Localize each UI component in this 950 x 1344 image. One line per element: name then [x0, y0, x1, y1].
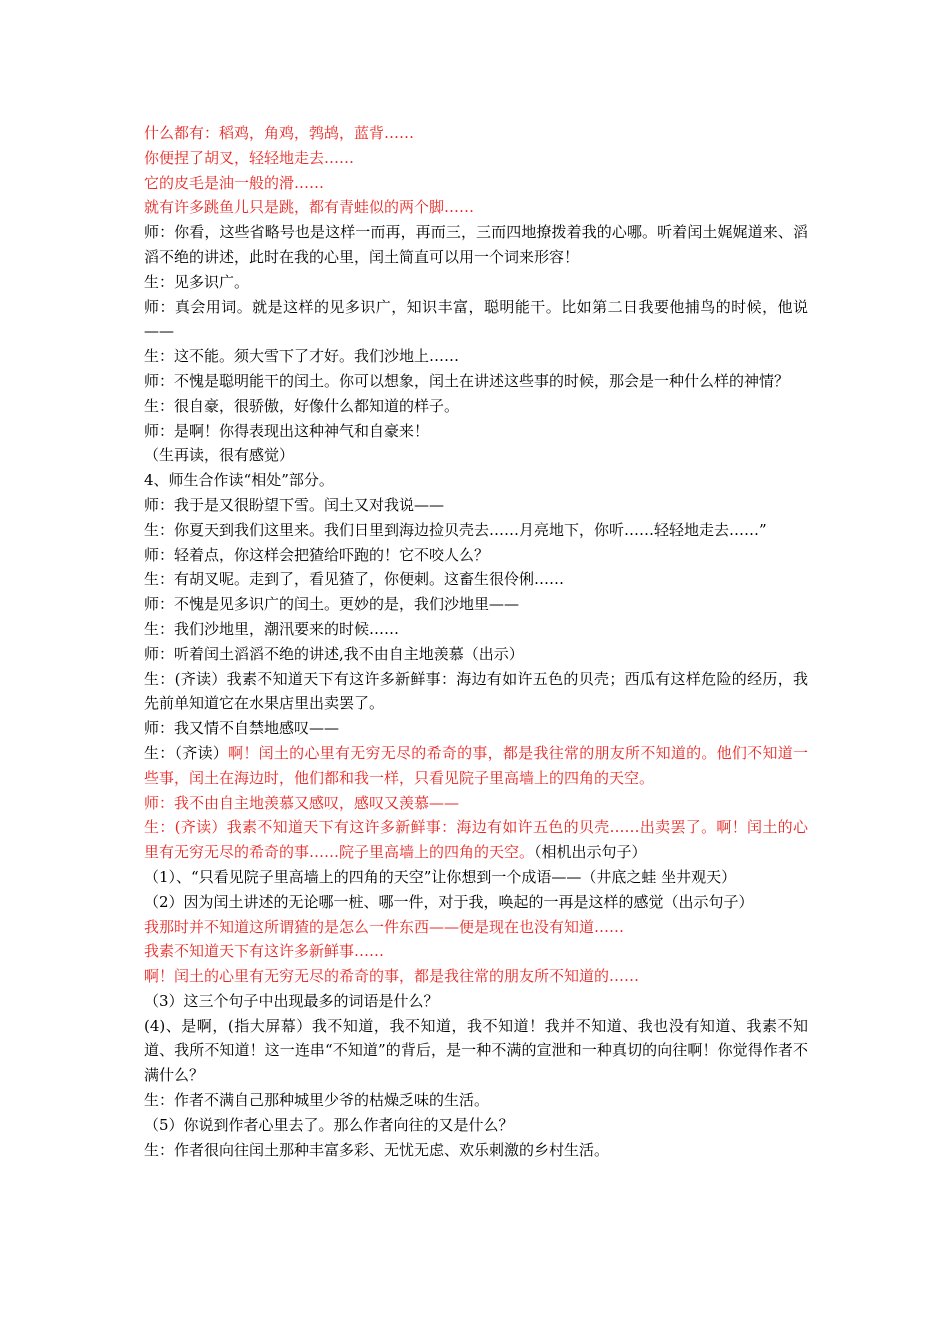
highlighted-text-run: 就有许多跳鱼儿只是跳，都有青蛙似的两个脚……	[144, 198, 475, 217]
text-run: 师：我于是又很盼望下雪。闰土又对我说——	[144, 495, 445, 514]
text-run: 师：听着闰土滔滔不绝的讲述,我不由自主地羡慕（出示）	[144, 644, 524, 663]
paragraph	[144, 741, 808, 791]
document-body	[144, 121, 808, 1162]
paragraph	[144, 543, 808, 568]
highlighted-text-run: 你便捏了胡叉，轻轻地走去……	[144, 148, 355, 167]
paragraph	[144, 1014, 808, 1088]
text-run: 生：很自豪，很骄傲，好像什么都知道的样子。	[144, 396, 460, 415]
paragraph	[144, 642, 808, 667]
text-run: 师：是啊！你得表现出这种神气和自豪来！	[144, 421, 430, 440]
paragraph	[144, 493, 808, 518]
paragraph	[144, 815, 808, 865]
paragraph	[144, 1088, 808, 1113]
paragraph	[144, 1113, 808, 1138]
text-run: 师：我又情不自禁地感叹——	[144, 719, 340, 738]
paragraph	[144, 369, 808, 394]
highlighted-text-run: 师：我不由自主地羡慕又感叹，感叹又羡慕——	[144, 793, 460, 812]
highlighted-text-run: 什么都有：稻鸡，角鸡，鹁鸪，蓝背……	[144, 124, 415, 142]
paragraph	[144, 939, 808, 964]
text-run: （5）你说到作者心里去了。那么作者向往的又是什么？	[144, 1115, 514, 1134]
paragraph	[144, 195, 808, 220]
paragraph	[144, 146, 808, 171]
paragraph	[144, 171, 808, 196]
text-run: 生：(齐读）我素不知道天下有这许多新鲜事：海边有如许五色的贝壳；西瓜有这样危险的经历，我先前单知道它在水果店里出卖罢了。	[144, 669, 808, 713]
text-run: （生再读，很有感觉）	[144, 446, 295, 465]
text-run: （相机出示句子）	[534, 843, 647, 862]
text-run: 师：真会用词。就是这样的见多识广，知识丰富，聪明能干。比如第二日我要他捕鸟的时候，他说——	[144, 297, 808, 341]
paragraph	[144, 443, 808, 468]
text-run: （2）因为闰土讲述的无论哪一桩、哪一件，对于我，唤起的一再是这样的感觉（出示句子）	[144, 892, 754, 911]
paragraph	[144, 295, 808, 345]
paragraph	[144, 989, 808, 1014]
paragraph	[144, 667, 808, 717]
paragraph	[144, 716, 808, 741]
paragraph	[144, 592, 808, 617]
text-run: 生：这不能。须大雪下了才好。我们沙地上……	[144, 347, 460, 366]
paragraph	[144, 270, 808, 295]
highlighted-text-run: 我素不知道天下有这许多新鲜事……	[144, 942, 385, 961]
paragraph	[144, 344, 808, 369]
text-run: 生：我们沙地里，潮汛要来的时候……	[144, 619, 400, 638]
paragraph	[144, 220, 808, 270]
paragraph	[144, 865, 808, 890]
paragraph	[144, 964, 808, 989]
highlighted-text-run: 生：(齐读）我素不知道天下有这许多新鲜事：海边有如许五色的贝壳……出卖罢了。啊！闰土的心里有无穷无尽的希奇的事……院子里高墙上的四角的天空。	[144, 818, 808, 862]
text-run: 师：不愧是见多识广的闰土。更妙的是，我们沙地里——	[144, 595, 520, 614]
text-run: 师：轻着点，你这样会把猹给吓跑的！它不咬人么？	[144, 545, 490, 564]
highlighted-text-run: 啊！闰土的心里有无穷无尽的希奇的事，都是我往常的朋友所不知道的。他们不知道一些事，闰土在海边时，他们都和我一样，只看见院子里高墙上的四角的天空。	[144, 743, 808, 787]
paragraph	[144, 518, 808, 543]
paragraph	[144, 890, 808, 915]
paragraph	[144, 915, 808, 940]
text-run: 师：不愧是聪明能干的闰土。你可以想象，闰土在讲述这些事的时候，那会是一种什么样的神情？	[144, 371, 790, 390]
paragraph	[144, 567, 808, 592]
text-run: 生：作者不满自己那种城里少爷的枯燥乏味的生活。	[144, 1091, 490, 1110]
text-run: 师：你看，这些省略号也是这样一而再，再而三，三而四地撩拨着我的心哪。听着闰土娓娓道来、滔滔不绝的讲述，此时在我的心里，闰土简直可以用一个词来形容！	[144, 223, 808, 266]
text-run: 生：作者很向往闰土那种丰富多彩、无忧无虑、欢乐刺激的乡村生活。	[144, 1140, 610, 1159]
paragraph	[144, 468, 808, 493]
text-run: （3）这三个句子中出现最多的词语是什么？	[144, 991, 439, 1010]
text-run: （1）、“只看见院子里高墙上的四角的天空”让你想到一个成语——（井底之蛙 坐井观天）	[144, 867, 737, 886]
text-run: 生：见多识广。	[144, 272, 250, 291]
text-run: (4)、是啊，(指大屏幕）我不知道，我不知道，我不知道！我并不知道、我也没有知道、我素不知道、我所不知道！这一连串“不知道”的背后，是一种不满的宣泄和一种真切的向往啊！你觉得作者不满什么？	[144, 1016, 808, 1085]
text-run: 4、师生合作读“相处”部分。	[144, 471, 334, 490]
paragraph	[144, 617, 808, 642]
paragraph	[144, 121, 808, 146]
highlighted-text-run: 我那时并不知道这所谓猹的是怎么一件东西——便是现在也没有知道……	[144, 917, 625, 936]
paragraph	[144, 394, 808, 419]
paragraph	[144, 1138, 808, 1163]
text-run: 生：（齐读）	[144, 743, 229, 762]
text-run: 生：你夏天到我们这里来。我们日里到海边捡贝壳去……月亮地下，你听……轻轻地走去……”	[144, 520, 767, 539]
highlighted-text-run: 啊！闰土的心里有无穷无尽的希奇的事，都是我往常的朋友所不知道的……	[144, 967, 640, 986]
paragraph	[144, 419, 808, 444]
text-run: 生：有胡叉呢。走到了，看见猹了，你便刺。这畜生很伶俐……	[144, 570, 565, 589]
highlighted-text-run: 它的皮毛是油一般的滑……	[144, 173, 325, 192]
paragraph	[144, 791, 808, 816]
